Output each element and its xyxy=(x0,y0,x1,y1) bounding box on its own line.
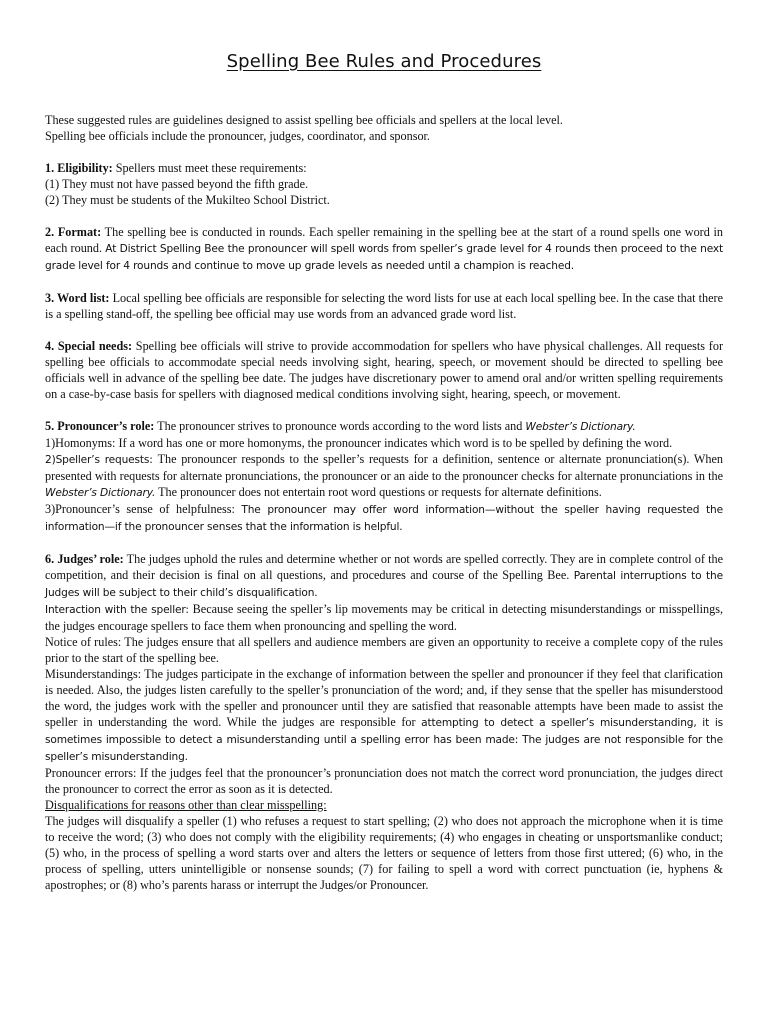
document-page xyxy=(45,50,723,893)
disqualifications-text: The judges will disqualify a speller (1) who refuses a request to start spelling; (2) who does not approach the microphone when it is time to receive the word; (3) who does not comply with the eligibility requirements; (4) who engages in cheating or unsportsmanlike conduct; (5) who, in the process of spelling a word starts over and alters the letters or sequence of letters from those first uttered; (6) who, in the process of spelling, utters unintelligible or nonsense sounds; (7) for failing to spell a word with correct punctuation (ie, hyphens & apostrophes; or (8) who’s parents harass or interrupt the Judges/or Pronouncer. xyxy=(45,814,723,892)
intro-line-2: Spelling bee officials include the pronouncer, judges, coordinator, and sponsor. xyxy=(45,129,430,143)
judges-heading: 6. Judges’ role: xyxy=(45,552,124,566)
word-list-paragraph xyxy=(45,290,723,322)
special-needs-heading: 4. Special needs: xyxy=(45,339,133,353)
pronouncer-requests-text-end: The pronouncer does not entertain root word questions or requests for alternate definitions. xyxy=(155,485,602,499)
pronouncer-dictionary: Webster’s Dictionary. xyxy=(525,421,636,433)
intro-line-1: These suggested rules are guidelines designed to assist spelling bee officials and spellers at the local level. xyxy=(45,113,563,127)
pronouncer-requests-label: 2)Speller’s requests: xyxy=(45,454,158,466)
format-district-text: At District Spelling Bee the pronouncer will spell words from speller’s grade level for 4 rounds then proceed to the next grade level for 4 rounds and continue to move up grade levels as needed until a champion is reached. xyxy=(45,243,723,272)
judges-section xyxy=(45,551,723,893)
format-text: The spelling bee is conducted in rounds. Each speller remaining in the spelling bee at the start of a round spells one word in each round. xyxy=(45,225,724,255)
pronouncer-requests xyxy=(45,451,723,501)
pronouncer-heading: 5. Pronouncer’s role: xyxy=(45,419,155,433)
format-section xyxy=(45,224,723,274)
word-list-heading: 3. Word list: xyxy=(45,291,110,305)
judges-misunderstandings-text-a: Misunderstandings: The judges participate in the exchange of information between the speller and pronouncer if they feel that clarification is needed. xyxy=(45,667,723,697)
eligibility-text: Spellers must meet these requirements: xyxy=(112,161,307,175)
pronouncer-text: The pronouncer strives to pronounce words according to the word lists and xyxy=(154,419,526,433)
eligibility-heading: 1. Eligibility: xyxy=(45,161,113,175)
judges-interaction xyxy=(45,601,723,634)
page-title: Spelling Bee Rules and Procedures xyxy=(226,51,542,72)
judges-misunderstandings-text-b: Also, the judges listen carefully to the speller’s pronunciation of the word; and, if they sense that the speller has misunderstood the word, the judges work with the speller and pronouncer until they are satisfied that reasonable attempts have been made to assist the speller in understanding the word. While the judges are responsible for xyxy=(45,683,723,729)
pronouncer-requests-text: The pronouncer responds to the speller’s requests for a definition, sentence or alternate pronunciation(s). When presented with requests for alternate pronunciations, the pronouncer or an aide to the pronouncer checks for alternate pronunciations in the xyxy=(45,452,723,483)
judges-paragraph xyxy=(45,551,723,601)
word-list-section xyxy=(45,290,723,322)
eligibility-requirement-1: (1) They must not have passed beyond the fifth grade. xyxy=(45,177,309,191)
pronouncer-paragraph xyxy=(45,418,723,435)
pronouncer-homonyms: 1)Homonyms: If a word has one or more homonyms, the pronouncer indicates which word is to be spelled by defining the word. xyxy=(45,436,673,450)
eligibility-requirement-2: (2) They must be students of the Mukilteo School District. xyxy=(45,193,330,207)
word-list-text: Local spelling bee officials are responsible for selecting the word lists for use at each local spelling bee. In the case that there is a spelling stand-off, the spelling bee official may use words from an advanced grade word list. xyxy=(45,291,723,321)
judges-misunderstandings-text-c: attempting to detect a speller’s misunderstanding, it is sometimes impossible to detect a misunderstanding until a spelling error has been made: The judges are not responsible for the speller’s misunderstanding. xyxy=(45,717,723,763)
format-heading: 2. Format: xyxy=(45,225,102,239)
pronouncer-helpfulness xyxy=(45,501,723,535)
special-needs-text: Spelling bee officials will strive to provide accommodation for spellers who have physical challenges. All requests for spelling bee officials to accommodate special needs involving sight, hearing, speech, or movement should be directed to spelling bee officials well in advance of the spelling bee date. The judges have discretionary power to amend oral and/or written spelling requirements on a case-by-case basis for spellers with diagnosed medical conditions involving sight, hearing, speech, or movement. xyxy=(45,339,723,401)
eligibility-paragraph xyxy=(45,160,723,176)
special-needs-paragraph xyxy=(45,338,723,402)
judges-text: The judges uphold the rules and determine whether or not words are spelled correctly. They are in complete control of the competition, and their decision is final on all questions, and procedures and course of the Spelling Bee. xyxy=(45,552,723,582)
special-needs-section xyxy=(45,338,723,402)
intro-section xyxy=(45,112,723,144)
judges-misunderstandings xyxy=(45,666,723,765)
disqualifications-heading: Disqualifications for reasons other than clear misspelling: xyxy=(45,798,327,812)
format-paragraph xyxy=(45,224,723,274)
judges-interaction-text: Because seeing the speller’s lip movements may be critical in detecting misunderstandings or misspellings, the judges encourage spellers to face them when pronouncing and spelling the word. xyxy=(45,602,723,633)
pronouncer-helpfulness-text: The pronouncer may offer word information—without the speller having requested the information—if the pronouncer senses that the information is helpful. xyxy=(45,504,723,533)
pronouncer-helpfulness-label: 3)Pronouncer’s sense of helpfulness: xyxy=(45,502,242,516)
judges-parental-text: Parental interruptions to the Judges will be subject to their child’s disqualification. xyxy=(45,570,723,599)
pronouncer-section xyxy=(45,418,723,535)
judges-notice: Notice of rules: The judges ensure that all spellers and audience members are given an opportunity to receive a complete copy of the rules prior to the start of the spelling bee. xyxy=(45,635,723,665)
pronouncer-requests-dictionary: Webster’s Dictionary. xyxy=(45,487,156,499)
judges-interaction-label: Interaction with the speller: xyxy=(45,604,193,616)
judges-pronouncer-errors: Pronouncer errors: If the judges feel that the pronouncer’s pronunciation does not match the correct word pronunciation, the judges direct the pronouncer to correct the error as soon as it is detected. xyxy=(45,766,723,796)
eligibility-section xyxy=(45,160,723,208)
